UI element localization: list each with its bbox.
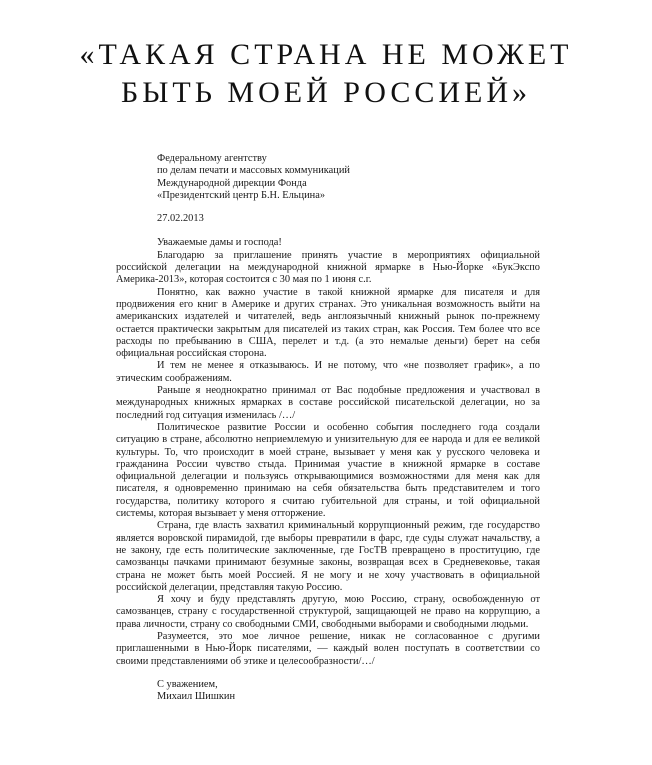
letter-greeting: Уважаемые дамы и господа!: [157, 237, 282, 249]
letter-paragraph: Я хочу и буду представлять другую, мою Россию, страну, освобожденную от самозванцев, страну с государственной структурой, защищающей не право на коррупцию, а права личности, страну со свободными СМИ, свободными выборами и свободными людьми.: [116, 594, 540, 630]
addressee-line: Федеральному агентству: [157, 153, 267, 164]
letter-paragraph: Понятно, как важно участие в такой книжной ярмарке для писателя и для продвижения его книг в Америке и других странах. Это уникальная возможность выйти на американских издателей и читателей, ведь англоязычный книжный рынок по-прежнему остается практически закрытым для писателей из таких стран, как Россия. Тем более что все расходы по пребыванию в США, перелет и т.д. (а это немалые деньги) берет на себя официальная российская сторона.: [116, 286, 540, 360]
addressee-line: Международной дирекции Фонда: [157, 177, 307, 189]
addressee-line: «Президентский центр Б.Н. Ельцина»: [157, 189, 326, 201]
letter-paragraph: Благодарю за приглашение принять участие в мероприятиях официальной российской делегации на международной книжной ярмарке в Нью-Йорке «БукЭкспо Америка-2013», которая состоится с 30 мая по 1 июня с.г.: [116, 249, 540, 286]
letter-closing: С уважением,: [157, 678, 218, 690]
letter: [116, 153, 540, 703]
title-line-2: БЫТЬ МОЕЙ РОССИЕЙ»: [120, 76, 532, 109]
letter-date: 27.02.2013: [157, 213, 204, 225]
letter-paragraph: И тем не менее я отказываюсь. И не потому, что «не позволяет график», а по этическим соображениям.: [116, 360, 540, 384]
letter-paragraph: Политическое развитие России и особенно события последнего года создали ситуацию в стране, абсолютно неприемлемую и унизительную для ее народа и для ее великой культуры. То, что происходит в моей стране, вызывает у меня как у русского человека и гражданина России чувство стыда. Принимая участие в книжной ярмарке в составе официальной делегации и пользуясь открывающимися возможностями для меня как для писателя, я одновременно принимаю на себя обязательства быть представителем и того государства, политику которого я считаю губительной для страны, и той официальной системы, которая вызывает у меня отторжение.: [116, 421, 540, 520]
letter-body: [116, 250, 540, 668]
addressee-line: по делам печати и массовых коммуникаций: [157, 165, 350, 177]
letter-paragraph: Разумеется, это мое личное решение, никак не согласованное с другими приглашенными в Нью-Йорк писателями, — каждый волен поступать в соответствии со своими представлениями об этике и целесообразности/…/: [116, 630, 540, 667]
letter-signoff: [157, 679, 540, 704]
letter-paragraph: Раньше я неоднократно принимал от Вас подобные предложения и участвовал в международных книжных ярмарках в составе российской писательской делегации, но за последний год ситуация изменилась /…/: [116, 385, 540, 421]
letter-signature: Михаил Шишкин: [157, 691, 236, 703]
letter-addressee: [157, 153, 540, 202]
letter-paragraph: Страна, где власть захватил криминальный коррупционный режим, где государство является воровской пирамидой, где выборы превратили в фарс, где суды служат начальству, а не закону, где есть политические заключенные, где ГосТВ превращено в проституцию, где самозванцы пачками принимают безумные законы, возвращая всех в Средневековье, такая страна не может быть моей Россией. Я не могу и не хочу участвовать в официальной российской делегации, представляя такую Россию.: [116, 520, 540, 593]
page-title: [0, 36, 652, 112]
title-line-1: «ТАКАЯ СТРАНА НЕ МОЖЕТ: [79, 38, 573, 71]
